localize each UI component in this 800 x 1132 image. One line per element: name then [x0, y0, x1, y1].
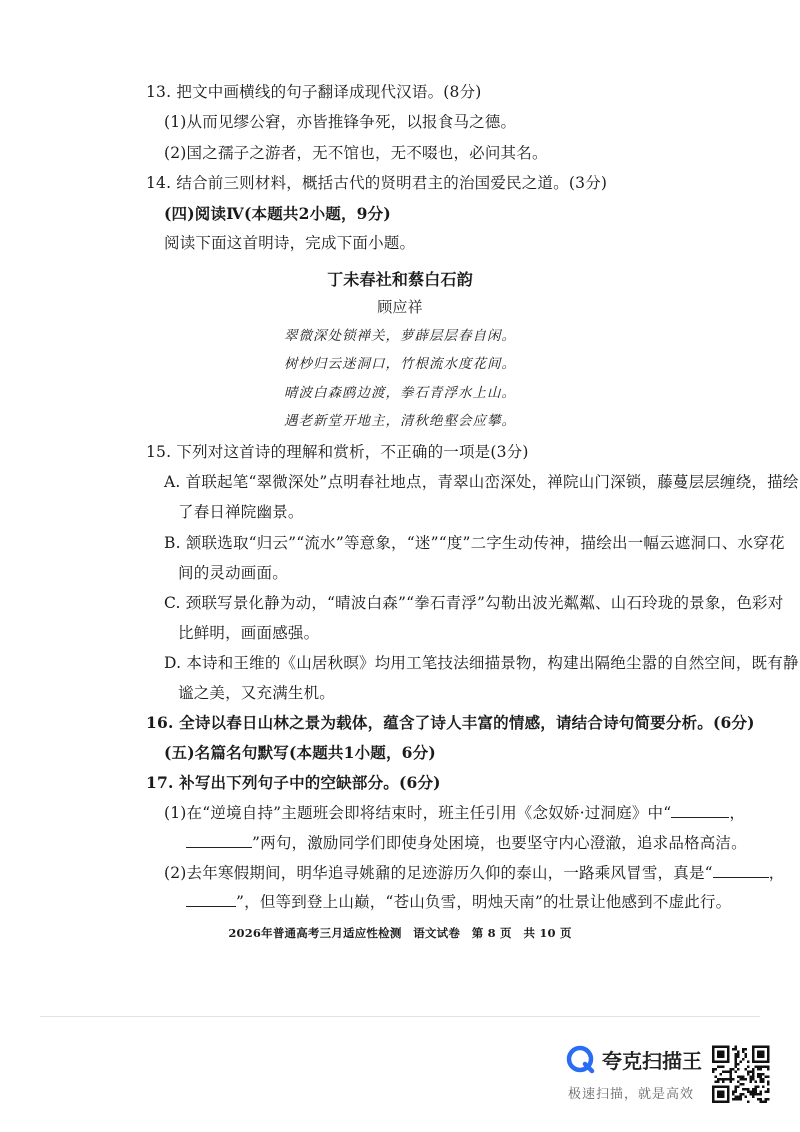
q17-item-2-tail: ”，但等到登上山巅，“苍山负雪，明烛天南”的壮景让他感到不虚此行。: [236, 893, 732, 911]
brand-slogan: 极速扫描，就是高效: [568, 1087, 695, 1102]
q15-option-d-cont: 谧之美，又充满生机。: [178, 684, 336, 702]
q16-stem: 16. 全诗以春日山林之景为载体，蕴含了诗人丰富的情感，请结合诗句简要分析。(6分): [146, 713, 755, 732]
q15-stem: 15. 下列对这首诗的理解和赏析，不正确的一项是(3分): [146, 443, 529, 461]
q15-option-d: D. 本诗和王维的《山居秋暝》均用工笔技法细描景物，构建出隔绝尘嚣的自然空间，既有静: [164, 654, 799, 672]
q17-item-1-line-1: [164, 803, 745, 823]
q15-option-c-cont: 比鲜明，画面感强。: [178, 624, 320, 642]
q13-stem: 13. 把文中画横线的句子翻译成现代汉语。(8分): [146, 83, 482, 101]
q17-item-2-comma: ，: [768, 864, 785, 882]
q17-item-2-text: (2)去年寒假期间，明华追寻姚鼐的足迹游历久仰的泰山，一路乘风冒雪，真是“: [164, 864, 713, 882]
section-4-intro: 阅读下面这首明诗，完成下面小题。: [164, 234, 416, 252]
section-5-heading: (五)名篇名句默写(本题共1小题，6分): [164, 743, 436, 762]
q17-stem: 17. 补写出下列句子中的空缺部分。(6分): [146, 773, 441, 792]
q17-item-1-comma: ，: [729, 804, 746, 822]
q13-sentence-2: (2)国之孺子之游者，无不馆也，无不啜也，必问其名。: [164, 144, 548, 162]
q17-item-1-text: (1)在“逆境自持”主题班会即将结束时，班主任引用《念奴娇·过洞庭》中“: [164, 804, 672, 822]
q17-blank[interactable]: [186, 833, 252, 848]
q17-blank[interactable]: [671, 803, 729, 818]
q13-sentence-1: (1)从而见缪公窘，亦皆推锋争死，以报食马之德。: [164, 113, 517, 131]
q15-option-a-cont: 了春日禅院幽景。: [178, 503, 304, 521]
q17-item-2-line-1: [164, 863, 785, 883]
q15-option-b-cont: 间的灵动画面。: [178, 564, 288, 582]
page-footer: 2026年普通高考三月适应性检测 语文试卷 第 8 页 共 10 页: [228, 926, 572, 940]
poem-line: 遇老新堂开地主，清秋绝壑会应攀。: [284, 413, 516, 429]
brand-name: 夸克扫描王: [602, 1049, 702, 1073]
qr-code-icon: [712, 1043, 770, 1106]
poem-line: 树杪归云迷洞口，竹根流水度花间。: [284, 356, 516, 372]
q15-option-a: A. 首联起笔“翠微深处”点明春社地点，青翠山峦深处，禅院山门深锁，藤蔓层层缠绕，描绘: [164, 473, 799, 491]
q17-item-2-line-2: [186, 892, 731, 912]
q15-option-c: C. 颈联写景化静为动，“晴波白森”“拳石青浮”勾勒出波光粼粼、山石玲珑的景象，色彩对: [164, 594, 784, 612]
poem-line: 翠微深处锁禅关，萝薜层层春自闲。: [284, 328, 516, 344]
poem-title: 丁未春社和蔡白石韵: [327, 270, 473, 289]
section-4-heading: (四)阅读Ⅳ(本题共2小题，9分): [164, 204, 391, 223]
q17-item-1-line-2: [186, 833, 747, 853]
q17-blank[interactable]: [713, 863, 769, 878]
poem-author: 顾应祥: [377, 298, 423, 316]
scan-divider: [40, 1016, 760, 1017]
q17-blank[interactable]: [186, 892, 236, 907]
q17-item-1-tail: ”两句，激励同学们即使身处困境，也要坚守内心澄澈，追求品格高洁。: [252, 834, 747, 852]
q15-option-b: B. 颔联选取“归云”“流水”等意象，“迷”“度”二字生动传神，描绘出一幅云遮洞口、水穿花: [164, 534, 785, 552]
quark-logo-icon: [566, 1045, 596, 1075]
scanner-watermark: [566, 1043, 704, 1113]
q14-stem: 14. 结合前三则材料，概括古代的贤明君主的治国爱民之道。(3分): [146, 174, 608, 192]
poem-line: 晴波白森鸥边渡，拳石青浮水上山。: [284, 385, 516, 401]
